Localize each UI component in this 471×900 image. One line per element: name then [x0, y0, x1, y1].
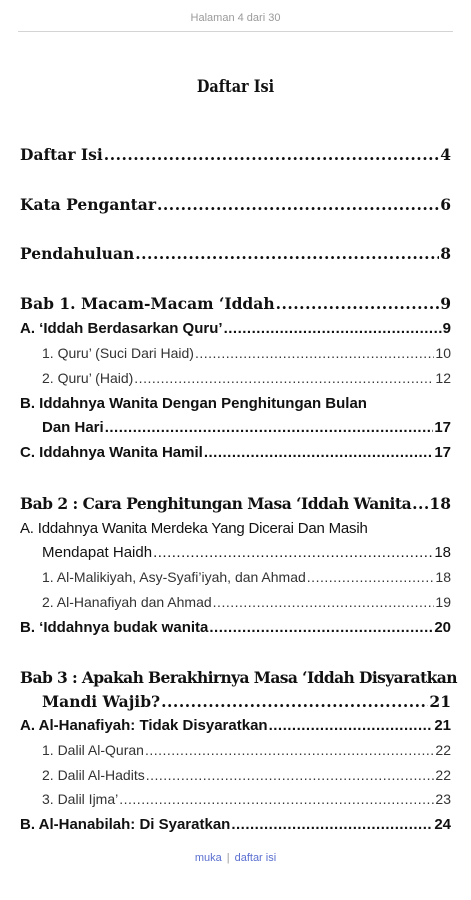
- dot-leader: [412, 494, 428, 513]
- toc-entry-page: 20: [434, 619, 451, 636]
- toc-entry-page: 12: [435, 370, 451, 386]
- toc-entry-page: 19: [435, 594, 451, 610]
- toc-entry-label: Pendahuluan: [20, 244, 135, 263]
- toc-entry-label: 2. Al-Hanafiyah dan Ahmad: [42, 594, 212, 610]
- toc-entry-line2: [42, 419, 451, 436]
- toc-entry-label-line2: Dan Hari: [42, 419, 104, 436]
- toc-entry-page: 9: [440, 294, 451, 313]
- dot-leader: [209, 619, 433, 636]
- dot-leader: [195, 345, 434, 361]
- footer-separator: |: [226, 852, 230, 864]
- toc-entry-label: 3. Dalil Ijma’: [42, 791, 119, 807]
- toc-entry-bab-3-a-2[interactable]: [42, 767, 451, 783]
- dot-leader: [307, 569, 435, 585]
- toc-entry-label: Bab 2 : Cara Penghitungan Masa ‘Iddah Wanita: [20, 494, 412, 513]
- dot-leader: [231, 816, 433, 833]
- dot-leader: [161, 692, 428, 711]
- toc-entry-label-line2: Mandi Wajib?: [42, 692, 161, 711]
- toc-entry-label: 1. Dalil Al-Quran: [42, 742, 144, 758]
- toc-entry-bab-2[interactable]: [20, 494, 451, 513]
- toc-entry-kata-pengantar[interactable]: [20, 195, 451, 214]
- toc-entry-daftar-isi[interactable]: [20, 145, 451, 164]
- toc-entry-label: B. Al-Hanabilah: Di Syaratkan: [20, 816, 231, 833]
- toc-entry-label: Kata Pengantar: [20, 195, 157, 214]
- toc-entry-page: 22: [435, 767, 451, 783]
- link-daftar-isi[interactable]: daftar isi: [234, 852, 277, 864]
- toc-entry-bab-2-b[interactable]: [20, 619, 451, 636]
- toc-entry-label-line1: Bab 3 : Apakah Berakhirnya Masa ‘Iddah Disyaratkan: [20, 668, 457, 687]
- toc-entry-label: B. ‘Iddahnya budak wanita: [20, 619, 209, 636]
- toc-entry-line2: [42, 544, 451, 561]
- toc-entry-page: 6: [440, 195, 451, 214]
- link-muka[interactable]: muka: [194, 852, 222, 864]
- toc-entry-page: 21: [429, 692, 451, 711]
- dot-leader: [119, 791, 434, 807]
- toc-entry-bab-3-a-3[interactable]: [42, 791, 451, 807]
- dot-leader: [153, 544, 433, 561]
- dot-leader: [145, 742, 434, 758]
- toc-entry-page: 17: [434, 419, 451, 436]
- toc-entry-bab-1[interactable]: [20, 294, 451, 313]
- toc-entry-page: 10: [435, 345, 451, 361]
- dot-leader: [276, 294, 440, 313]
- toc-entry-label-line1: B. Iddahnya Wanita Dengan Penghitungan Bulan: [20, 395, 367, 412]
- dot-leader: [224, 320, 442, 337]
- toc-entry-bab-2-a-1[interactable]: [42, 569, 451, 585]
- toc-entry-label: Bab 1. Macam-Macam ‘Iddah: [20, 294, 275, 313]
- toc-title: Daftar Isi: [196, 77, 275, 97]
- dot-leader: [104, 145, 439, 164]
- toc-entry-page: 18: [429, 494, 451, 513]
- toc-entry-page: 8: [440, 244, 451, 263]
- toc-entry-label: A. ‘Iddah Berdasarkan Quru’: [20, 320, 223, 337]
- dot-leader: [204, 444, 434, 461]
- toc-entry-label: C. Iddahnya Wanita Hamil: [20, 444, 203, 461]
- toc-entry-page: 4: [440, 145, 451, 164]
- toc-entry-page: 18: [434, 544, 451, 561]
- toc-entry-label: 2. Dalil Al-Hadits: [42, 767, 145, 783]
- toc-entry-page: 23: [435, 791, 451, 807]
- toc-entry-label: 1. Al-Malikiyah, Asy-Syafi’iyah, dan Ahmad: [42, 569, 306, 585]
- toc-entry-label: 1. Quru’ (Suci Dari Haid): [42, 345, 194, 361]
- toc-entry-bab-1-a[interactable]: [20, 320, 451, 337]
- page-indicator: Halaman 4 dari 30: [190, 12, 281, 24]
- toc-entry-pendahuluan[interactable]: [20, 244, 451, 263]
- toc-entry-bab-3-b[interactable]: [20, 816, 451, 833]
- dot-leader: [134, 370, 434, 386]
- toc-entry-bab-2-a-2[interactable]: [42, 594, 451, 610]
- toc-entry-page: 22: [435, 742, 451, 758]
- toc-entry-page: 18: [435, 569, 451, 585]
- toc-entry-page: 17: [434, 444, 451, 461]
- page-footer: [0, 852, 471, 864]
- toc-entry-page: 24: [434, 816, 451, 833]
- dot-leader: [213, 594, 435, 610]
- dot-leader: [105, 419, 434, 436]
- toc-entry-bab-1-a-1[interactable]: [42, 345, 451, 361]
- dot-leader: [269, 717, 434, 734]
- dot-leader: [135, 244, 439, 263]
- toc-entry-label: A. Al-Hanafiyah: Tidak Disyaratkan: [20, 717, 268, 734]
- dot-leader: [146, 767, 435, 783]
- toc-entry-line2: [42, 692, 451, 711]
- toc-entry-label: 2. Quru’ (Haid): [42, 370, 134, 386]
- toc-entry-label: Daftar Isi: [20, 145, 103, 164]
- toc-entry-page: 21: [434, 717, 451, 734]
- toc-entry-page: 9: [442, 320, 451, 337]
- dot-leader: [157, 195, 439, 214]
- toc-entry-label-line1: A. Iddahnya Wanita Merdeka Yang Dicerai Dan Masih: [20, 520, 368, 537]
- toc-entry-bab-3-a-1[interactable]: [42, 742, 451, 758]
- toc-entry-bab-1-a-2[interactable]: [42, 370, 451, 386]
- toc-entry-label-line2: Mendapat Haidh: [42, 544, 153, 561]
- toc-entry-bab-1-c[interactable]: [20, 444, 451, 461]
- toc-entry-bab-3-a[interactable]: [20, 717, 451, 734]
